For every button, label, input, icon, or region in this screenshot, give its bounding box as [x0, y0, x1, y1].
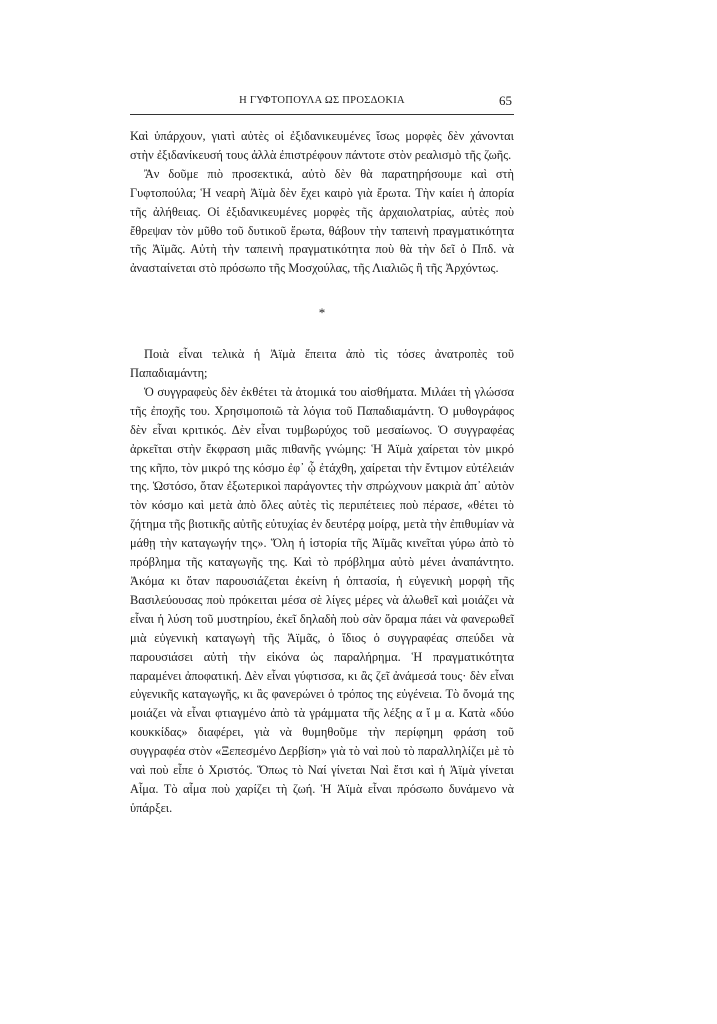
paragraph: Ποιὰ εἶναι τελικὰ ἡ Ἀϊμὰ ἔπειτα ἀπὸ τὶς τόσες ἀνατροπὲς τοῦ Παπαδιαμάντη; [130, 347, 514, 381]
paragraph: Ὁ συγγραφεὺς δὲν ἐκθέτει τὰ ἀτομικά του αἰσθήματα. Μιλάει τὴ γλώσσα τῆς ἐποχῆς του. Χρησιμοποιῶ τὰ λόγια τοῦ Παπαδιαμάντη. Ὁ μυθογράφος δὲν εἶναι κριτικός. Δὲν εἶναι τυμβωρύχος τοῦ μεσαίωνος. Ὁ συγγραφέας ἀρκεῖται στὴν ἔκφραση μιᾶς πιθανῆς γνώμης: Ἡ Ἀϊμὰ χαίρεται τὸν μικρό της κῆπο, τὸν μικρό της κόσμο ἐφ᾿ ᾧ ἐτάχθη, χαίρεται τὴν ἔντιμον εὐτέλειάν της. Ὡστόσο, ὅταν ἐξωτερικοὶ παράγοντες τὴν σπρώχνουν μακριὰ ἀπ᾿ αὐτὸν τὸν κόσμο καὶ μετὰ ἀπὸ ὅλες αὐτὲς τὶς περιπέτειες ποὺ πέρασε, «θέτει τὸ ζήτημα τῆς βιοτικῆς αὐτῆς εὐτυχίας ἐν δευτέρᾳ μοίρᾳ, μετὰ τὴν ἐπιθυμίαν νὰ μάθῃ τὴν καταγωγήν της». Ὅλη ἡ ἱστορία τῆς Ἀϊμᾶς κινεῖται γύρω ἀπὸ τὸ πρόβλημα τῆς καταγωγῆς της. Καὶ τὸ πρόβλημα αὐτὸ μένει ἀναπάντητο. Ἀκόμα κι ὅταν παρουσιάζεται ἐκείνη ἡ ὀπτασία, ἡ εὐγενικὴ μορφὴ τῆς Βασιλεύουσας ποὺ πρόκειται μέσα σὲ λίγες μέρες νὰ ἁλωθεῖ καὶ μοιάζει νὰ εἶναι ἡ λύση τοῦ μυστηρίου, ἐκεῖ δηλαδὴ ποὺ σὰν ὅραμα πάει νὰ φανερωθεῖ μιὰ εὐγενικὴ καταγωγὴ τῆς Ἀϊμᾶς, ὁ ἴδιος ὁ συγγραφέας σπεύδει νὰ παρουσιάσει αὐτὴ τὴν εἰκόνα ὡς παραλήρημα. Ἡ πραγματικότητα παραμένει ἀποφατική. Δὲν εἶναι γύφτισσα, κι ἂς ζεῖ ἀνάμεσά τους· δὲν εἶναι εὐγενικῆς καταγωγῆς, κι ἂς φανερώνει ὁ τρόπος της εὐγένεια. Τὸ ὄνομά της μοιάζει νὰ εἶναι φτιαγμένο ἀπὸ τὰ γράμματα τῆς λέξης α ἵ μ α. Κατὰ «δύο κουκκίδας» διαφέρει, γιὰ νὰ θυμηθοῦμε τὴν περίφημη φράση τοῦ συγγραφέα στὸν «Ξεπεσμένο Δερβίση» γιὰ τὸ ναὶ ποὺ τὸ παραλληλίζει μὲ τὸ ναὶ ποὺ εἶπε ὁ Χριστός. Ὅπως τὸ Ναί γίνεται Ναὶ ἔτσι καὶ ἡ Ἀϊμὰ γίνεται Αἷμα. Τὸ αἷμα ποὺ χαρίζει τὴ ζωή. Ἡ Ἀϊμὰ εἶναι πρόσωπο δυνάμενο νὰ ὑπάρξει. [130, 384, 514, 815]
running-title: Η ΓΥΦΤΟΠΟΥΛΑ ΩΣ ΠΡΟΣΔΟΚΙΑ [239, 95, 405, 106]
main-text [130, 127, 514, 818]
section-separator: * [318, 305, 326, 321]
running-head [130, 94, 514, 115]
paragraph-continuation: Καὶ ὑπάρχουν, γιατὶ αὐτὲς οἱ ἐξιδανικευμένες ἴσως μορφὲς δὲν χάνονται στὴν ἐξιδανίκευσή τους ἀλλὰ ἐπιστρέφουν πάντοτε στὸν ρεαλισμὸ τῆς ζωῆς. [130, 129, 514, 162]
page-number: 65 [499, 93, 512, 108]
paragraph: Ἂν δοῦμε πιὸ προσεκτικά, αὐτὸ δὲν θὰ παρατηρήσουμε καὶ στὴ Γυφτοπούλα; Ἡ νεαρὴ Ἀϊμὰ δὲν ἔχει καιρὸ γιὰ ἔρωτα. Τὴν καίει ἡ ἀπορία τῆς ἀλήθειας. Οἱ ἐξιδανικευμένες μορφὲς τῆς ἀρχαιολατρίας, αὐτὲς ποὺ ἔθρεψαν τὸν μῦθο τοῦ δυτικοῦ ἔρωτα, θάβουν τὴν ταπεινὴ πραγματικότητα τῆς Ἀϊμᾶς. Αὐτὴ τὴν ταπεινὴ πραγματικότητα ποὺ θὰ τὴν δεῖ ὁ Ππδ. νὰ ἀνασταίνεται στὸ πρόσωπο τῆς Μοσχούλας, τῆς Λιαλιῶς ἢ τῆς Ἀρχόντως. [130, 166, 514, 276]
